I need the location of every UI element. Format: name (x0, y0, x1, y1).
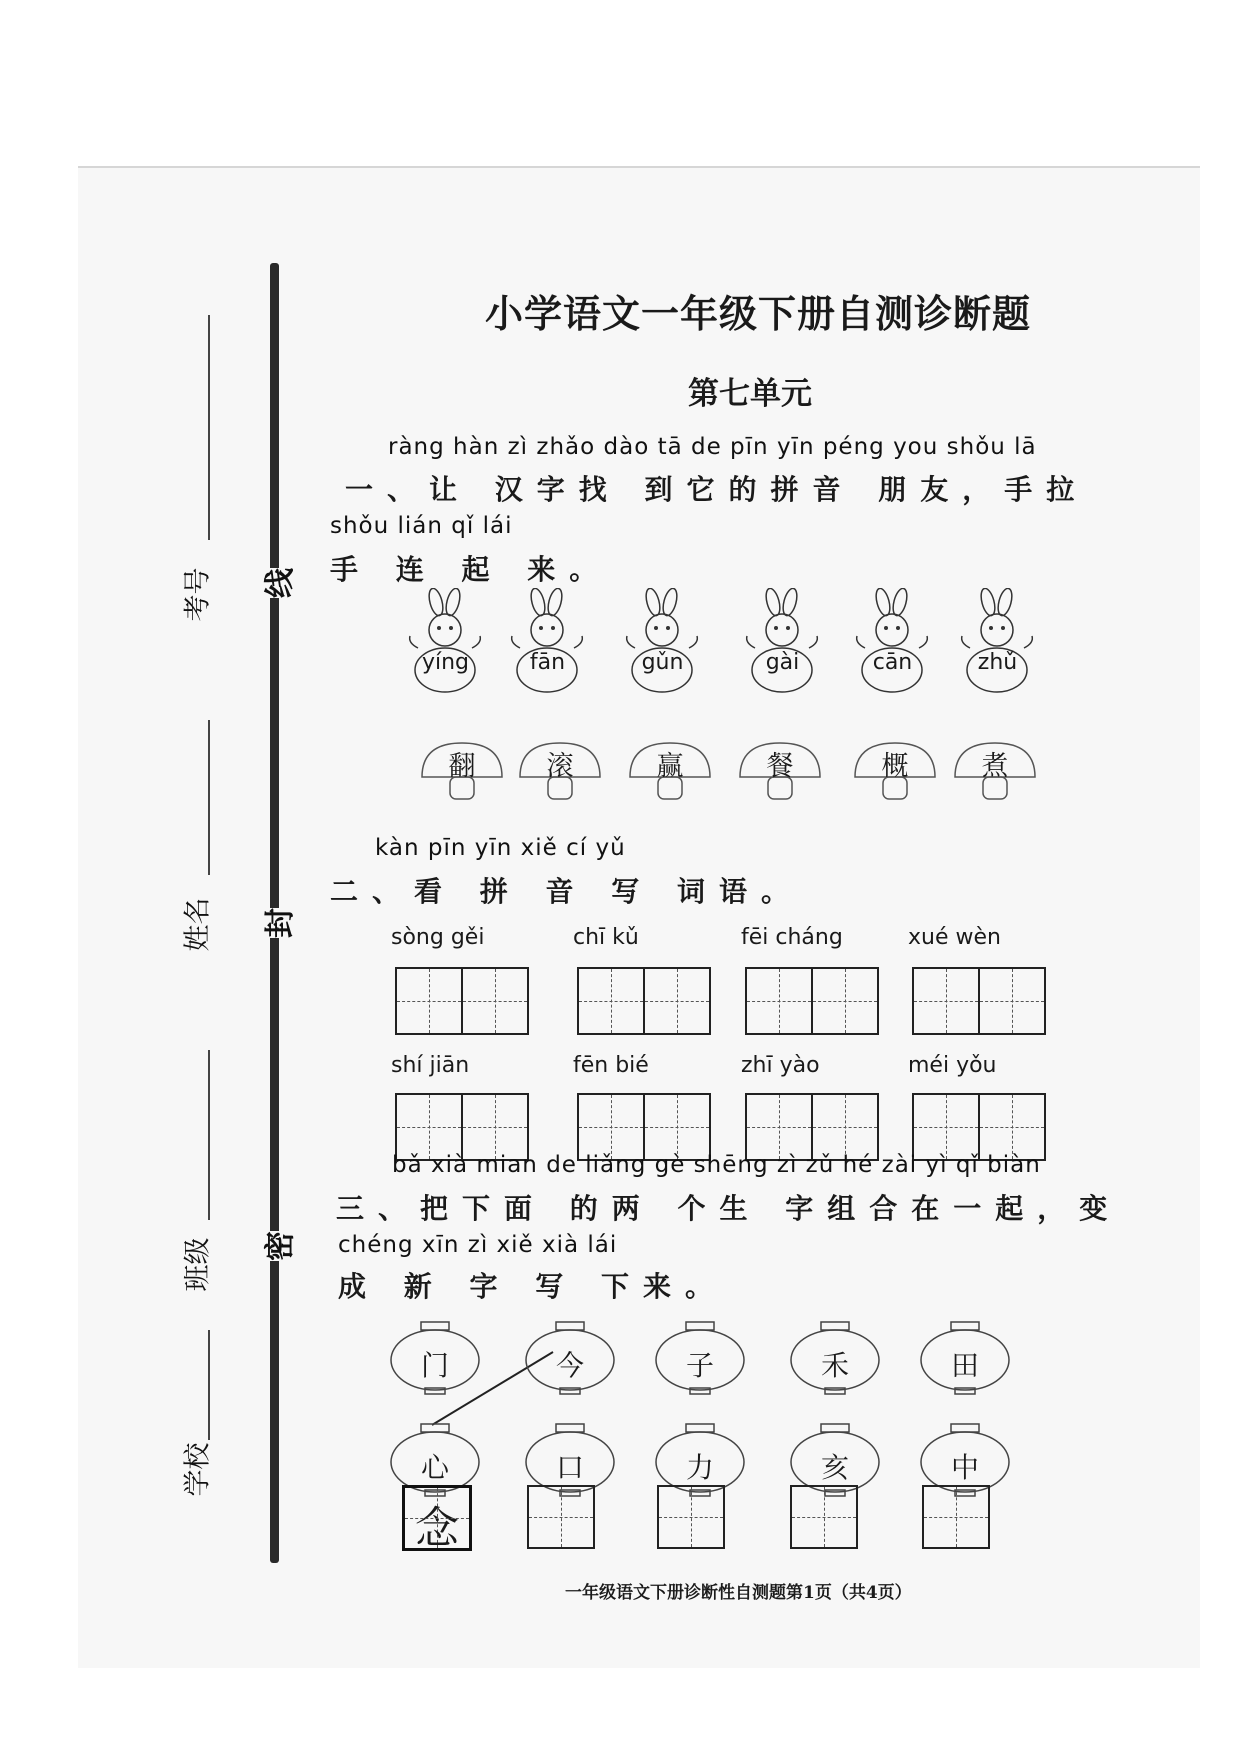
rabbit-pinyin: gài (765, 650, 800, 675)
lantern-character: 田 (950, 1349, 979, 1382)
answer-box[interactable] (657, 1485, 725, 1549)
page-title: 小学语文一年级下册自测诊断题 (485, 291, 1032, 336)
q1-instruction-line1: 一、让 汉字找 到它的拼音 朋友，手拉 (345, 473, 1089, 506)
lantern-character: 子 (685, 1349, 714, 1382)
lantern-character: 中 (950, 1451, 979, 1484)
word-pinyin: méi yǒu (908, 1053, 997, 1078)
answer-box[interactable] (922, 1485, 990, 1549)
answer-box[interactable] (402, 1485, 472, 1554)
q3-instruction-line1: 三、把下面 的两 个生 字组合在一起，变 (336, 1192, 1122, 1225)
rabbit-pinyin: cān (872, 650, 913, 675)
name-label: 姓名 (182, 897, 214, 952)
rabbit-pinyin: fān (529, 650, 566, 675)
q1-pinyin-line2: shǒu lián qǐ lái (330, 513, 513, 539)
rabbit-pinyin: gǔn (641, 650, 684, 675)
seal-mark-line: 线 (249, 568, 305, 598)
lantern-character: 力 (685, 1451, 714, 1484)
seal-mark-seal: 封 (249, 908, 305, 938)
rabbit-pinyin: yíng (421, 650, 470, 675)
word-pinyin: fēn bié (573, 1053, 649, 1078)
example-answer-character: 念 (415, 1503, 459, 1554)
word-pinyin: zhī yào (741, 1053, 820, 1078)
q1-instruction-line2: 手 连 起 来。 (330, 553, 612, 586)
q2-instruction: 二、看 拼 音 写 词语。 (330, 875, 803, 908)
mushroom-character: 煮 (981, 751, 1009, 782)
mushroom-character: 翻 (448, 751, 476, 782)
answer-box[interactable] (527, 1485, 595, 1549)
answer-box[interactable] (790, 1485, 858, 1549)
lantern-character: 亥 (820, 1451, 849, 1484)
mushroom-character: 餐 (766, 751, 794, 782)
mushroom-character: 滚 (546, 751, 574, 782)
lantern-character: 禾 (820, 1349, 849, 1382)
mushroom-character: 概 (881, 751, 909, 782)
q3-instruction-line2: 成 新 字 写 下来。 (338, 1270, 727, 1303)
rabbit-pinyin: zhǔ (977, 650, 1018, 675)
school-label: 学校 (182, 1442, 214, 1497)
lantern-character: 口 (555, 1451, 584, 1484)
q3-pinyin-line1: bǎ xià mian de liǎng gè shēng zì zǔ hé zài yì qǐ biàn (392, 1152, 1041, 1178)
q1-pinyin-line1: ràng hàn zì zhǎo dào tā de pīn yīn péng you shǒu lā (388, 434, 1037, 460)
word-pinyin: fēi cháng (741, 925, 843, 950)
lantern-character: 今 (555, 1349, 584, 1382)
word-pinyin: xué wèn (908, 925, 1001, 950)
word-pinyin: chī kǔ (573, 925, 639, 950)
lantern-character: 门 (420, 1349, 449, 1382)
page-footer: 一年级语文下册诊断性自测题第1页（共4页） (565, 1583, 912, 1603)
mushroom-character: 赢 (656, 751, 684, 782)
q2-pinyin: kàn pīn yīn xiě cí yǔ (375, 835, 626, 861)
exam-number-label: 考号 (182, 567, 214, 622)
class-label: 班级 (182, 1237, 214, 1292)
word-pinyin: sòng gěi (391, 925, 485, 950)
q3-pinyin-line2: chéng xīn zì xiě xià lái (338, 1232, 618, 1258)
word-pinyin: shí jiān (391, 1053, 470, 1078)
unit-title: 第七单元 (688, 376, 812, 412)
lantern-character: 心 (420, 1451, 449, 1484)
seal-mark-secret: 密 (249, 1231, 305, 1261)
